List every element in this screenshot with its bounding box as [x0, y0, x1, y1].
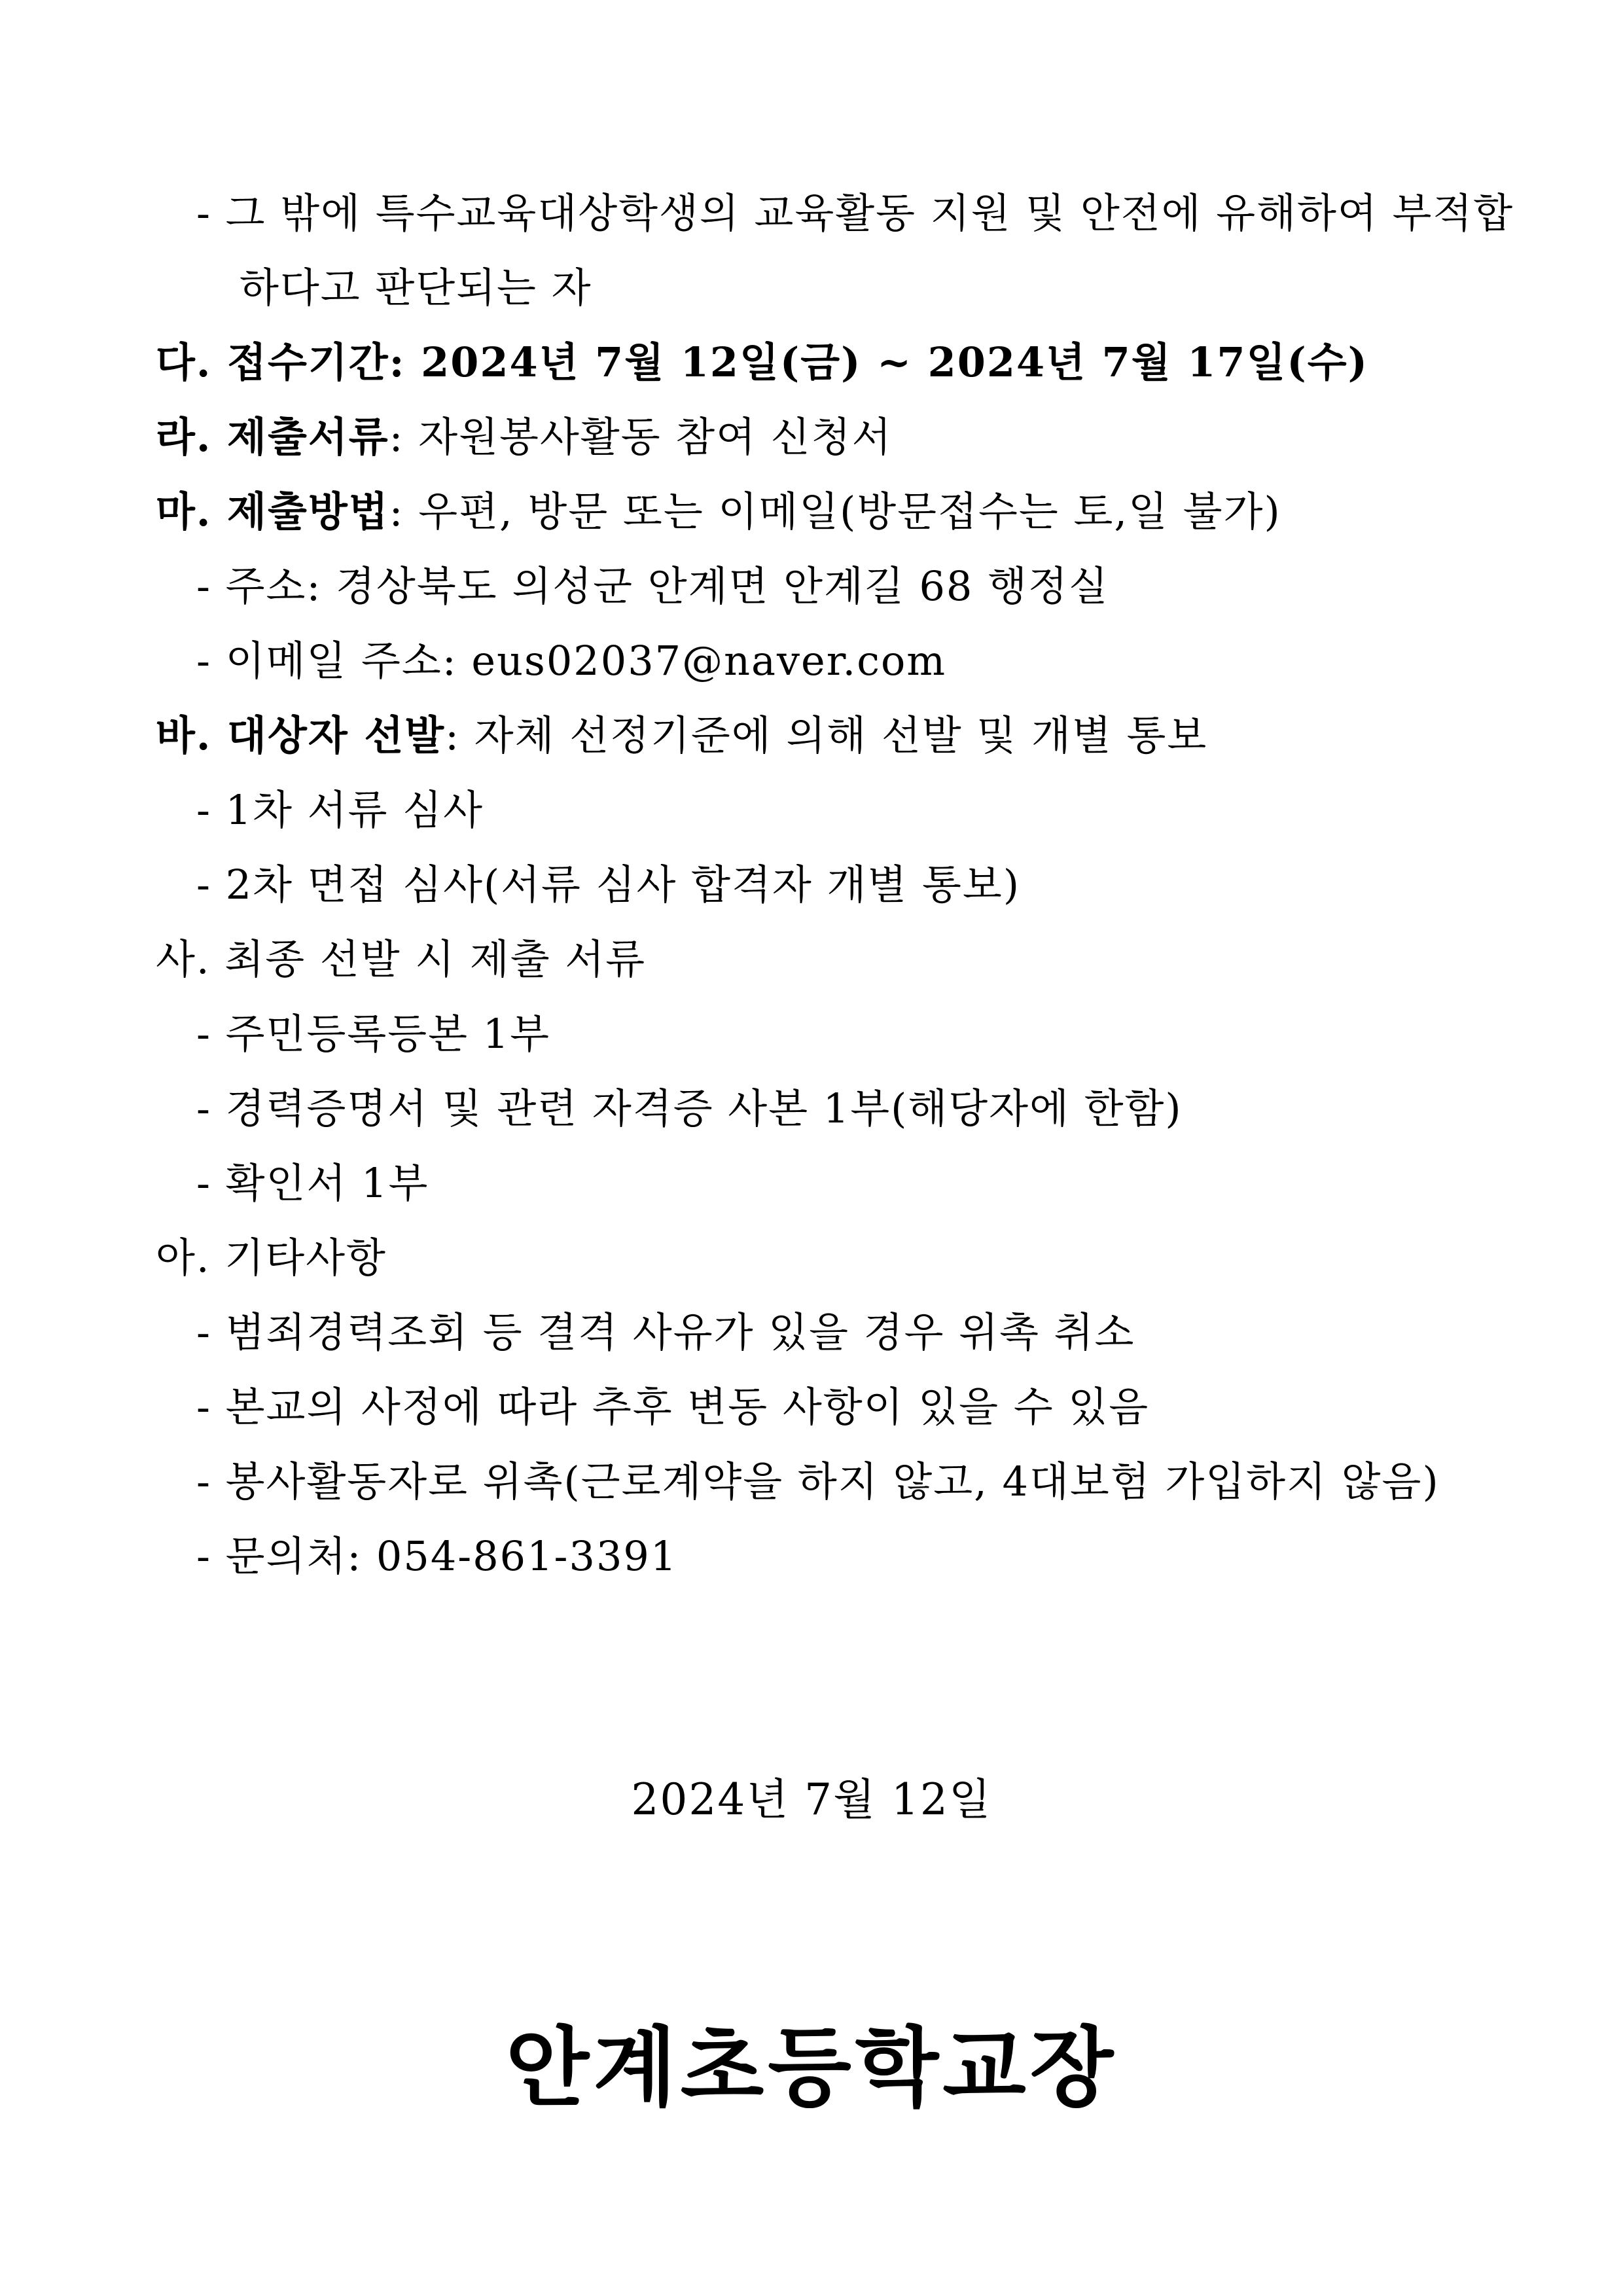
section-documents-text: : 자원봉사활동 참여 신청서: [389, 413, 893, 461]
section-other-notes: 아. 기타사항: [156, 1234, 387, 1282]
selection-step-1: - 1차 서류 심사: [196, 786, 484, 834]
section-selection-label: 바. 대상자 선발: [156, 711, 446, 759]
email-item: - 이메일 주소: eus02037@naver.com: [196, 637, 947, 685]
disqualification-item-continued: 하다고 판단되는 자: [240, 264, 592, 312]
address-item: - 주소: 경상북도 의성군 안계면 안계길 68 행정실: [196, 562, 1109, 610]
section-application-period: 다. 접수기간: 2024년 7월 12일(금) ~ 2024년 7월 17일(수): [156, 338, 1368, 386]
section-final-documents: 사. 최종 선발 시 제출 서류: [156, 935, 647, 983]
final-document-item: - 경력증명서 및 관련 자격증 사본 1부(해당자에 한함): [196, 1085, 1183, 1132]
note-item: - 범죄경력조회 등 결격 사유가 있을 경우 위촉 취소: [196, 1308, 1135, 1356]
issuer-signature: 안계초등학교장: [505, 2017, 1118, 2119]
section-selection: [156, 709, 1207, 762]
selection-step-2: - 2차 면접 심사(서류 심사 합격자 개별 통보): [196, 861, 1021, 908]
section-documents: [156, 411, 892, 463]
section-documents-label: 라. 제출서류: [156, 413, 389, 461]
note-item: - 본교의 사정에 따라 추후 변동 사항이 있을 수 있음: [196, 1383, 1150, 1431]
final-document-item: - 확인서 1부: [196, 1159, 429, 1207]
document-date: 2024년 7월 12일: [631, 1774, 992, 1825]
section-submission-method-text: : 우편, 방문 또는 이메일(방문접수는 토,일 불가): [389, 488, 1281, 535]
note-item: - 봉사활동자로 위촉(근로계약을 하지 않고, 4대보험 가입하지 않음): [196, 1458, 1440, 1505]
disqualification-item: - 그 밖에 특수교육대상학생의 교육활동 지원 및 안전에 유해하여 부적합: [196, 189, 1514, 237]
final-document-item: - 주민등록등본 1부: [196, 1010, 551, 1058]
section-submission-method-label: 마. 제출방법: [156, 488, 389, 535]
section-submission-method: [156, 486, 1281, 538]
contact-item: - 문의처: 054-861-3391: [196, 1532, 678, 1580]
section-selection-text: : 자체 선정기준에 의해 선발 및 개별 통보: [445, 711, 1208, 759]
